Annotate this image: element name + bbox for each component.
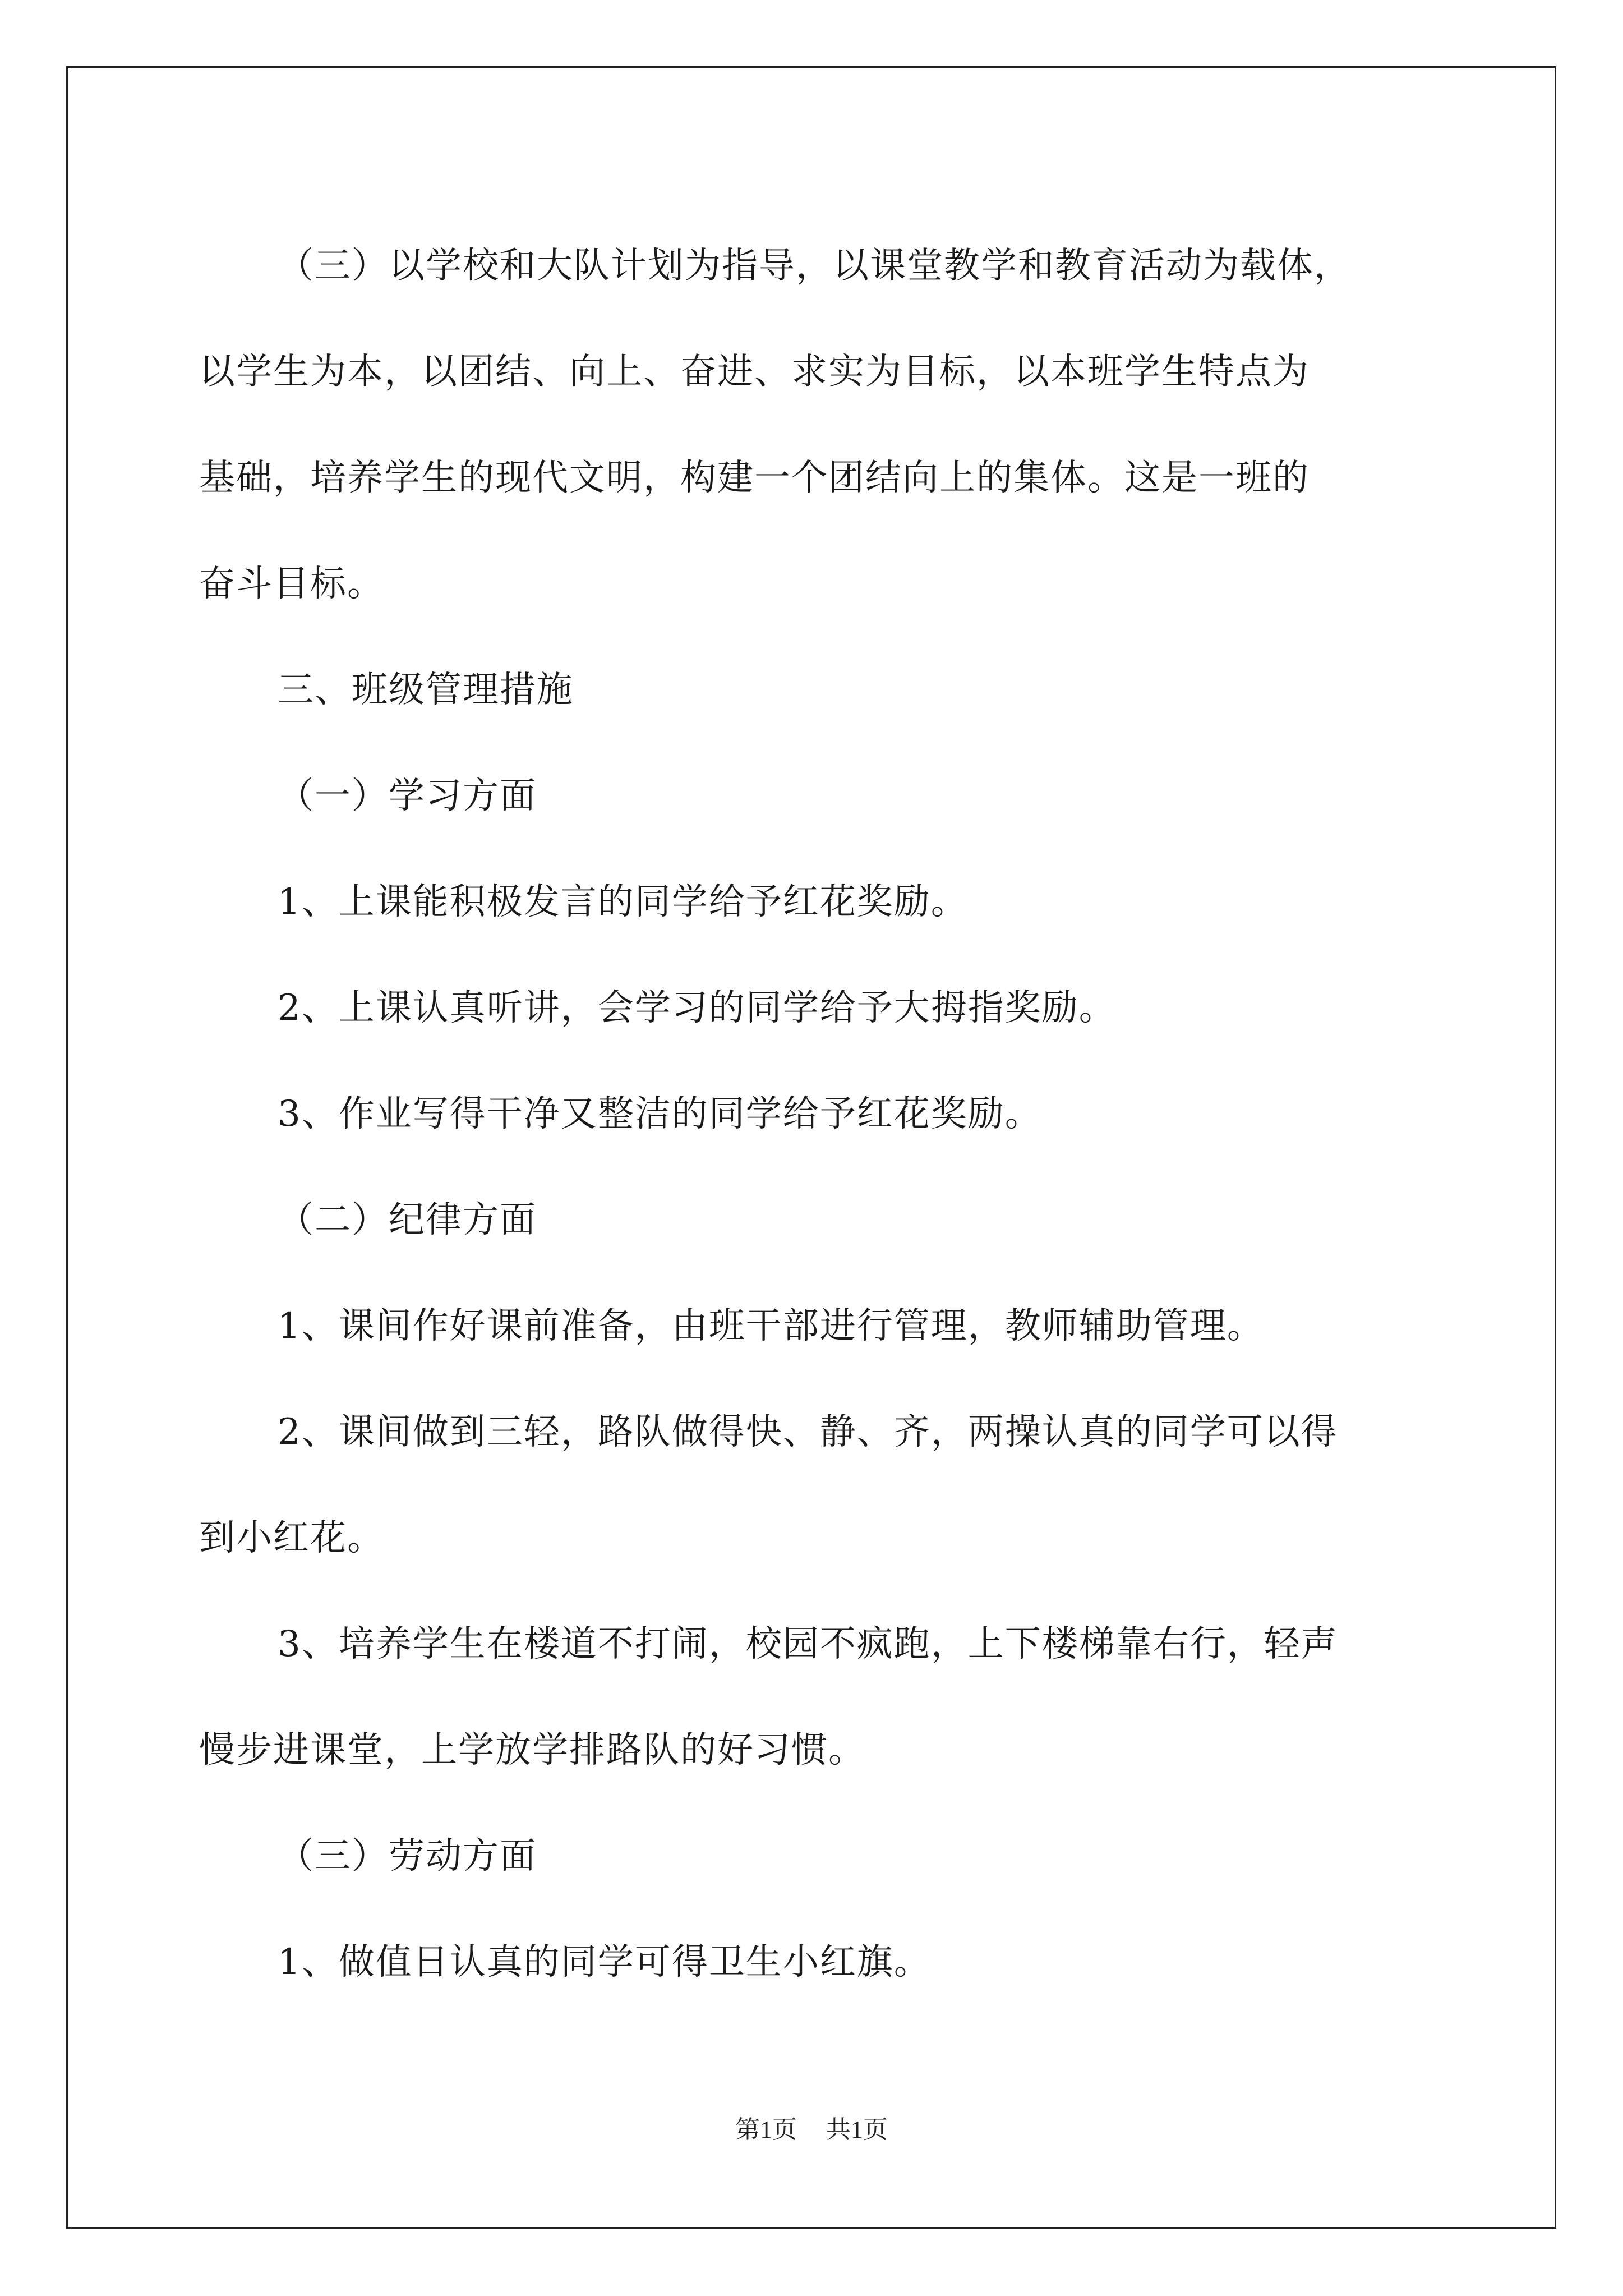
- page-total: 共1页: [826, 2116, 888, 2143]
- paragraph: （三）以学校和大队计划为指导，以课堂教学和教育活动为载体，: [278, 245, 1351, 287]
- subsection-heading: （三）劳动方面: [278, 1835, 537, 1877]
- list-item: 3、作业写得干净又整洁的同学给予红花奖励。: [278, 1093, 1042, 1135]
- subsection-heading: （二）纪律方面: [278, 1199, 537, 1241]
- subsection-heading: （一）学习方面: [278, 775, 537, 817]
- list-item: 2、上课认真听讲，会学习的同学给予大拇指奖励。: [278, 987, 1116, 1029]
- list-item-continuation: 到小红花。: [199, 1517, 384, 1559]
- paragraph: 基础，培养学生的现代文明，构建一个团结向上的集体。这是一班的: [199, 457, 1310, 499]
- list-item: 1、上课能积极发言的同学给予红花奖励。: [278, 881, 968, 923]
- list-item: 1、课间作好课前准备，由班干部进行管理，教师辅助管理。: [278, 1305, 1264, 1347]
- paragraph: 奋斗目标。: [199, 563, 384, 605]
- list-item: 2、课间做到三轻，路队做得快、静、齐，两操认真的同学可以得: [278, 1411, 1338, 1453]
- page-footer: [0, 2109, 1623, 2145]
- paragraph: 以学生为本，以团结、向上、奋进、求实为目标，以本班学生特点为: [199, 351, 1310, 393]
- list-item: 1、做值日认真的同学可得卫生小红旗。: [278, 1941, 931, 1983]
- list-item-continuation: 慢步进课堂，上学放学排路队的好习惯。: [199, 1729, 865, 1771]
- list-item: 3、培养学生在楼道不打闹，校园不疯跑，上下楼梯靠右行，轻声: [278, 1623, 1338, 1665]
- document-body: [199, 213, 1433, 2016]
- page-number: 第1页: [735, 2116, 797, 2143]
- section-heading: 三、班级管理措施: [278, 669, 574, 711]
